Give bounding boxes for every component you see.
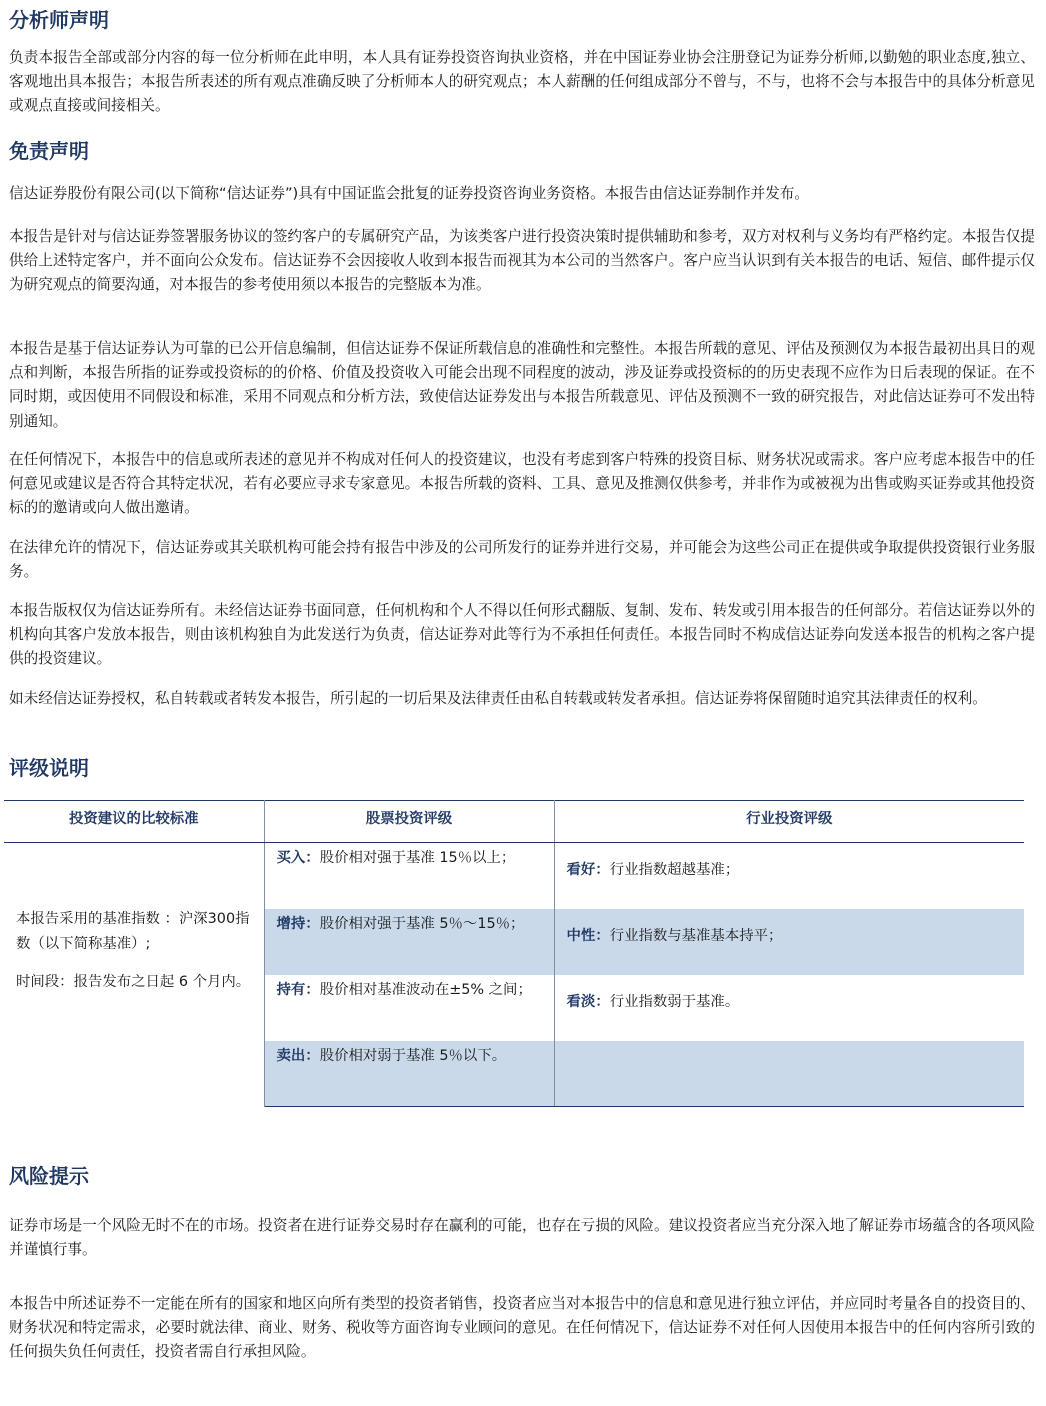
rating-benchmark-text: 本报告采用的基准指数 ：沪深300指数（以下简称基准）;: [16, 911, 250, 952]
industry-rating-positive-text: 行业指数超越基准；: [609, 862, 740, 878]
risk-paragraph-1: 证券市场是一个风险无时不在的市场。投资者在进行证券交易时存在赢利的可能，也存在亏损的风险。建议投资者应当充分深入地了解证券市场蕴含的各项风险并谨慎行事。: [9, 1217, 1035, 1259]
stock-rating-hold-text: 股价相对基准波动在±5% 之间；: [319, 981, 532, 998]
stock-rating-buy-text: 股价相对强于基准 15％以上；: [319, 850, 516, 866]
rating-header-industry: 行业投资评级: [554, 801, 1024, 843]
industry-rating-neutral-label: 中性：: [566, 927, 610, 944]
industry-rating-negative-label: 看淡：: [566, 993, 610, 1010]
industry-rating-positive-label: 看好：: [566, 862, 610, 878]
industry-rating-empty: [554, 1041, 1024, 1107]
rating-heading: 评级说明: [9, 756, 89, 780]
industry-rating-negative-text: 行业指数弱于基准。: [609, 993, 740, 1010]
disclaimer-paragraph-5: 在法律允许的情况下，信达证券或其关联机构可能会持有报告中涉及的公司所发行的证券并进行交易，并可能会为这些公司正在提供或争取提供投资银行业务服务。: [9, 539, 1035, 581]
stock-rating-buy-label: 买入：: [276, 850, 320, 866]
rating-standard-cell: [4, 843, 264, 1107]
stock-rating-sell-label: 卖出：: [276, 1047, 320, 1064]
stock-rating-overweight-label: 增持：: [276, 915, 320, 932]
stock-rating-sell-text: 股价相对弱于基准 5％以下。: [319, 1047, 507, 1064]
disclaimer-paragraph-1: 信达证券股份有限公司(以下简称“信达证券”)具有中国证监会批复的证券投资咨询业务资格。本报告由信达证券制作并发布。: [9, 185, 809, 202]
analyst-statement-heading: 分析师声明: [9, 8, 109, 32]
disclaimer-paragraph-4: 在任何情况下，本报告中的信息或所表述的意见并不构成对任何人的投资建议，也没有考虑到客户特殊的投资目标、财务状况或需求。客户应考虑本报告中的任何意见或建议是否符合其特定状况，若有必要应寻求专家意见。本报告所载的资料、工具、意见及推测仅供参考，并非作为或被视为出售或购买证券或其他投资标的的邀请或向人做出邀请。: [9, 451, 1035, 517]
disclaimer-paragraph-7: 如未经信达证券授权，私自转载或者转发本报告，所引起的一切后果及法律责任由私自转载或转发者承担。信达证券将保留随时追究其法律责任的权利。: [9, 690, 987, 707]
stock-rating-buy: [264, 843, 554, 909]
stock-rating-sell: [264, 1041, 554, 1107]
stock-rating-overweight-text: 股价相对强于基准 5％～15％；: [319, 915, 525, 932]
rating-header-stock: 股票投资评级: [264, 801, 554, 843]
industry-rating-neutral-text: 行业指数与基准基本持平；: [609, 927, 783, 944]
disclaimer-heading: 免责声明: [9, 139, 89, 163]
risk-paragraph-2: 本报告中所述证券不一定能在所有的国家和地区向所有类型的投资者销售，投资者应当对本报告中的信息和意见进行独立评估，并应同时考量各自的投资目的、财务状况和特定需求，必要时就法律、商业、财务、税收等方面咨询专业顾问的意见。在任何情况下，信达证券不对任何人因使用本报告中的任何内容所引致的任何损失负任何责任，投资者需自行承担风险。: [9, 1295, 1035, 1361]
rating-table: [4, 800, 1024, 1107]
disclaimer-paragraph-3: 本报告是基于信达证券认为可靠的已公开信息编制，但信达证券不保证所载信息的准确性和完整性。本报告所载的意见、评估及预测仅为本报告最初出具日的观点和判断，本报告所指的证券或投资标的的价格、价值及投资收入可能会出现不同程度的波动，涉及证券或投资标的的历史表现不应作为日后表现的保证。在不同时期，或因使用不同假设和标准，采用不同观点和分析方法，致使信达证券发出与本报告所载意见、评估及预测不一致的研究报告，对此信达证券可不发出特别通知。: [9, 340, 1035, 430]
disclaimer-paragraph-6: 本报告版权仅为信达证券所有。未经信达证券书面同意，任何机构和个人不得以任何形式翻版、复制、发布、转发或引用本报告的任何部分。若信达证券以外的机构向其客户发放本报告，则由该机构独自为此发送行为负责，信达证券对此等行为不承担任何责任。本报告同时不构成信达证券向发送本报告的机构之客户提供的投资建议。: [9, 602, 1035, 668]
analyst-statement-text: 负责本报告全部或部分内容的每一位分析师在此申明，本人具有证券投资咨询执业资格，并在中国证券业协会注册登记为证券分析师,以勤勉的职业态度,独立、客观地出具本报告；本报告所表述的所有观点准确反映了分析师本人的研究观点；本人薪酬的任何组成部分不曾与，不与，也将不会与本报告中的具体分析意见或观点直接或间接相关。: [9, 49, 1035, 115]
industry-rating-positive: [554, 843, 1024, 909]
stock-rating-hold-label: 持有：: [276, 981, 320, 998]
stock-rating-overweight: [264, 909, 554, 975]
industry-rating-negative: [554, 975, 1024, 1041]
disclaimer-paragraph-2: 本报告是针对与信达证券签署服务协议的签约客户的专属研究产品，为该类客户进行投资决策时提供辅助和参考，双方对权利与义务均有严格约定。本报告仅提供给上述特定客户，并不面向公众发布。信达证券不会因接收人收到本报告而视其为本公司的当然客户。客户应当认识到有关本报告的电话、短信、邮件提示仅为研究观点的简要沟通，对本报告的参考使用须以本报告的完整版本为准。: [9, 228, 1035, 294]
rating-period-text: 时间段：报告发布之日起 6 个月内。: [16, 974, 251, 990]
stock-rating-hold: [264, 975, 554, 1041]
rating-header-standard: 投资建议的比较标准: [4, 801, 264, 843]
risk-heading: 风险提示: [9, 1164, 89, 1188]
industry-rating-neutral: [554, 909, 1024, 975]
